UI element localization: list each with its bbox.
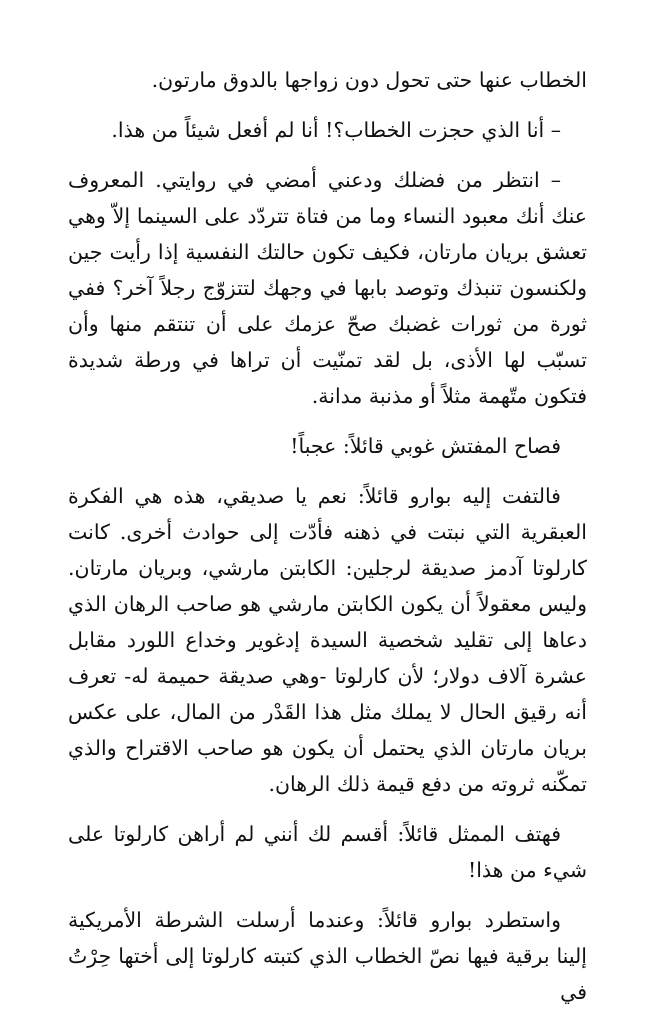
paragraph-6: فهتف الممثل قائلاً: أقسم لك أنني لم أراهن كارلوتا على شيء من هذا! xyxy=(68,822,587,882)
paragraph-5: فالتفت إليه بوارو قائلاً: نعم يا صديقي، هذه هي الفكرة العبقرية التي نبتت في ذهنه فأدّت إلى حوادث أخرى. كانت كارلوتا آدمز صديقة لرجلين: الكابتن مارشي، وبريان مارتان. وليس معقولاً أن يكون الكابتن مارشي هو صاحب الرهان الذي دعاها إلى تقليد شخصية السيدة إدغوير وخداع اللورد مقابل عشرة آلاف دولار؛ لأن كارلوتا -وهي صديقة حميمة له- تعرف أنه رقيق الحال لا يملك مثل هذا القَدْر من المال، على عكس بريان مارتان الذي يحتمل أن يكون هو صاحب الاقتراح والذي تمكّنه ثروته من دفع قيمة ذلك الرهان. xyxy=(68,484,587,796)
paragraph-2: – أنا الذي حجزت الخطاب؟! أنا لم أفعل شيئاً من هذا. xyxy=(111,118,561,142)
paragraph-4: فصاح المفتش غوبي قائلاً: عجباً! xyxy=(290,434,561,458)
paragraph-3: – انتظر من فضلك ودعني أمضي في روايتي. المعروف عنك أنك معبود النساء وما من فتاة تتردّد على السينما إلاّ وهي تعشق بريان مارتان، فكيف تكون حالتك النفسية إذا رأيت جين ولكنسون تنبذك وتوصد بابها في وجهك لتتزوّج رجلاً آخر؟ ففي ثورة من ثورات غضبك صحّ عزمك على أن تنتقم منها وأن تسبّب لها الأذى، بل لقد تمنّيت أن تراها في ورطة شديدة فتكون متّهمة مثلاً أو مذنبة مدانة. xyxy=(68,168,587,408)
paragraph-7: واستطرد بوارو قائلاً: وعندما أرسلت الشرطة الأمريكية إلينا برقية فيها نصّ الخطاب الذي كتبته كارلوتا إلى أختها حِرْتُ في xyxy=(68,908,587,1004)
paragraph-1: الخطاب عنها حتى تحول دون زواجها بالدوق مارتون. xyxy=(151,68,587,92)
